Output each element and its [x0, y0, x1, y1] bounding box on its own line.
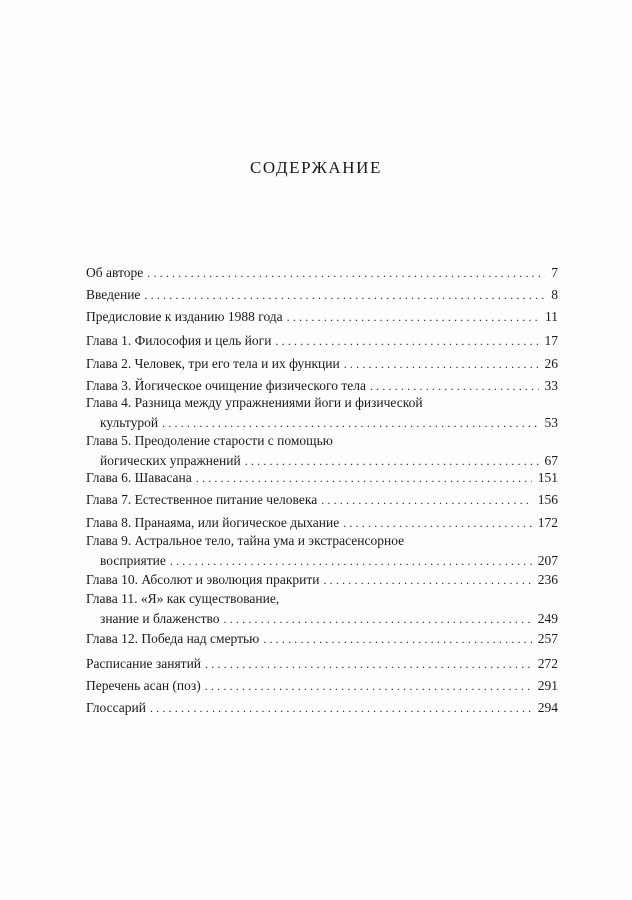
- toc-entry-title: Расписание занятий: [86, 656, 202, 671]
- toc-entry[interactable]: [86, 697, 558, 719]
- dot-leader: [224, 608, 532, 630]
- toc-entry[interactable]: [86, 394, 558, 434]
- toc-entry-title: Предисловие к изданию 1988 года: [86, 309, 283, 324]
- dot-leader: [144, 284, 545, 306]
- toc-entry-title: Глава 5. Преодоление старости с помощью: [86, 433, 333, 448]
- toc-entry-title: Глава 10. Абсолют и эволюция пракрити: [86, 572, 320, 587]
- toc-entry-title: йогических упражнений: [100, 453, 241, 468]
- dot-leader: [147, 262, 545, 284]
- toc-page-number: 156: [537, 492, 558, 507]
- toc-entry-title: Глава 7. Естественное питание человека: [86, 492, 318, 507]
- toc-entry[interactable]: [86, 675, 558, 697]
- toc-page-number: 33: [544, 378, 558, 393]
- toc-entry[interactable]: [86, 262, 558, 284]
- dot-leader: [275, 330, 538, 352]
- dot-leader: [205, 653, 532, 675]
- toc-page-number: 11: [545, 309, 558, 324]
- toc-entry-title: Глава 6. Шавасана: [86, 470, 192, 485]
- toc-entry-title: Глава 12. Победа над смертью: [86, 631, 260, 646]
- toc-page-number: 291: [537, 678, 558, 693]
- dot-leader: [344, 353, 539, 375]
- toc-entry-title: Глава 3. Йогическое очищение физического тела: [86, 378, 366, 393]
- dot-leader: [205, 675, 532, 697]
- toc-entry-title: Введение: [86, 287, 141, 302]
- toc-entry[interactable]: [86, 284, 558, 306]
- toc-entry-title: Об авторе: [86, 265, 144, 280]
- dot-leader: [162, 412, 538, 434]
- toc-page-number: 207: [537, 553, 558, 568]
- toc-page-number: 249: [537, 611, 558, 626]
- dot-leader: [287, 306, 539, 328]
- toc-page-number: 257: [537, 631, 558, 646]
- toc-entry[interactable]: [86, 330, 558, 352]
- toc-page-number: 53: [544, 415, 558, 430]
- toc-entry[interactable]: [86, 628, 558, 650]
- toc-page-number: 17: [544, 333, 558, 348]
- toc-entry-title: восприятие: [100, 553, 166, 568]
- dot-leader: [150, 697, 532, 719]
- toc-entry-title: Глава 4. Разница между упражнениями йоги и физической: [86, 395, 423, 410]
- page-title: СОДЕРЖАНИЕ: [249, 158, 383, 177]
- toc-entry[interactable]: [86, 489, 558, 511]
- dot-leader: [323, 569, 531, 591]
- toc-entry[interactable]: [86, 353, 558, 375]
- toc-entry-title: Глава 8. Пранаяма, или йогическое дыхание: [86, 515, 340, 530]
- toc-entry-title: Глоссарий: [86, 700, 146, 715]
- toc-page-number: 236: [537, 572, 558, 587]
- toc-page-number: 172: [537, 515, 558, 530]
- dot-leader: [196, 467, 532, 489]
- toc-entry[interactable]: [86, 432, 558, 472]
- toc-entry-title: Глава 2. Человек, три его тела и их функции: [86, 356, 340, 371]
- toc-page-number: 151: [537, 470, 558, 485]
- toc-entry-title: Глава 9. Астральное тело, тайна ума и экстрасенсорное: [86, 533, 405, 548]
- dot-leader: [343, 512, 532, 534]
- toc-entry[interactable]: [86, 569, 558, 591]
- toc-page-number: 272: [537, 656, 558, 671]
- toc-page-number: 7: [551, 265, 558, 280]
- toc-entry[interactable]: [86, 467, 558, 489]
- toc-page-number: 67: [544, 453, 558, 468]
- dot-leader: [321, 489, 532, 511]
- toc-entry[interactable]: [86, 653, 558, 675]
- toc-page-number: 294: [537, 700, 558, 715]
- toc-entry-title: культурой: [100, 415, 159, 430]
- toc-entry[interactable]: [86, 532, 558, 572]
- toc-entry-title: знание и блаженство: [100, 611, 220, 626]
- toc-entry[interactable]: [86, 512, 558, 534]
- toc-entry-title: Перечень асан (поз): [86, 678, 201, 693]
- dot-leader: [263, 628, 531, 650]
- toc-entry[interactable]: [86, 306, 558, 328]
- toc-page-number: 26: [544, 356, 558, 371]
- toc-entry[interactable]: [86, 590, 558, 630]
- toc-page-number: 8: [551, 287, 558, 302]
- toc-entry-title: Глава 1. Философия и цель йоги: [86, 333, 272, 348]
- toc-entry-title: Глава 11. «Я» как существование,: [86, 591, 280, 606]
